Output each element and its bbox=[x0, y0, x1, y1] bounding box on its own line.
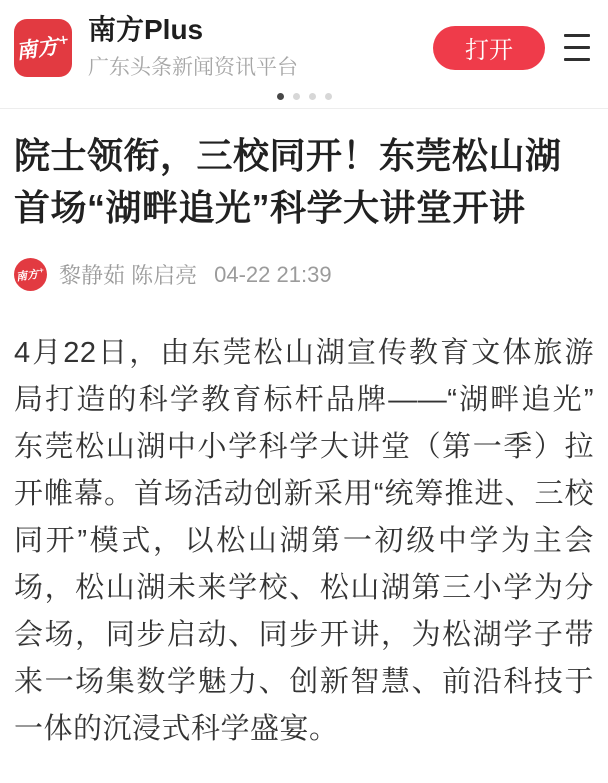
page-dot bbox=[325, 93, 332, 100]
app-name: 南方Plus bbox=[88, 14, 204, 45]
header-divider bbox=[0, 108, 608, 109]
hamburger-menu-icon[interactable] bbox=[564, 30, 590, 65]
page-dot-active bbox=[277, 93, 284, 100]
article-title: 院士领衔，三校同开！东莞松山湖首场“湖畔追光”科学大讲堂开讲 bbox=[14, 135, 562, 229]
nanfang-plus-badge-icon bbox=[14, 258, 47, 291]
page-dot bbox=[293, 93, 300, 100]
article-authors: 黎静茹 陈启亮 bbox=[59, 263, 198, 289]
article-content bbox=[0, 130, 608, 753]
page-dot bbox=[309, 93, 316, 100]
badge-calligraphy-text: 南方+ bbox=[15, 265, 45, 284]
open-app-button[interactable]: 打开 bbox=[433, 26, 545, 70]
app-info bbox=[88, 14, 298, 81]
logo-plus-glyph: + bbox=[57, 32, 71, 49]
app-download-banner bbox=[0, 0, 608, 81]
article-byline bbox=[14, 258, 594, 291]
nanfang-plus-logo-icon[interactable] bbox=[14, 19, 72, 77]
logo-calligraphy-text: 南方+ bbox=[14, 32, 71, 64]
article-body: 4月22日，由东莞松山湖宣传教育文体旅游局打造的科学教育标杆品牌——“湖畔追光”东莞松山湖中小学科学大讲堂（第一季）拉开帷幕。首场活动创新采用“统筹推进、三校同开”模式，以松山湖第一初级中学为主会场，松山湖未来学校、松山湖第三小学为分会场，同步启动、同步开讲，为松湖学子带来一场集数学魅力、创新智慧、前沿科技于一体的沉浸式科学盛宴。 bbox=[14, 337, 594, 746]
badge-plus-glyph: + bbox=[38, 265, 45, 275]
app-tagline: 广东头条新闻资讯平台 bbox=[88, 56, 298, 80]
article-timestamp: 04-22 21:39 bbox=[214, 261, 332, 287]
carousel-page-dots bbox=[0, 93, 608, 108]
